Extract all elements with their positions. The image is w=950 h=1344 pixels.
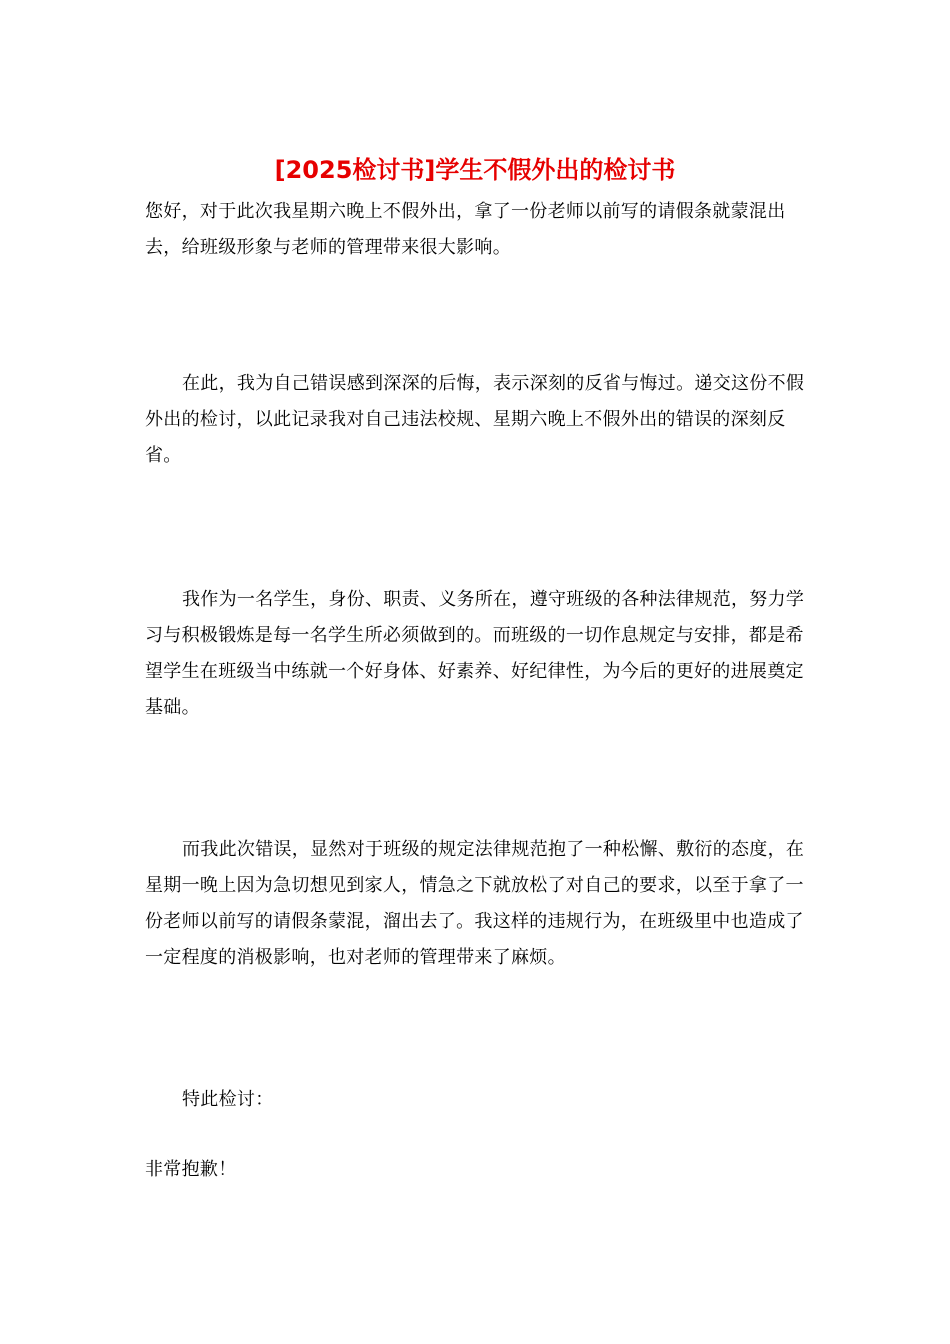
paragraph-student-duty: 我作为一名学生，身份、职责、义务所在，遵守班级的各种法律规范，努力学习与积极锻炼是每一名学生所必须做到的。而班级的一切作息规定与安排，都是希望学生在班级当中练就一个好身体、好素养、好纪律性，为今后的更好的进展奠定基础。 xyxy=(145,589,805,718)
document-title: [2025检讨书]学生不假外出的检讨书 xyxy=(274,156,676,184)
paragraph-closing: 特此检讨： xyxy=(182,1089,274,1110)
paragraph-mistake-detail: 而我此次错误，显然对于班级的规定法律规范抱了一种松懈、敷衍的态度，在星期一晚上因为急切想见到家人，情急之下就放松了对自己的要求，以至于拿了一份老师以前写的请假条蒙混，溜出去了。我这样的违规行为，在班级里中也造成了一定程度的消极影响，也对老师的管理带来了麻烦。 xyxy=(145,839,805,968)
paragraph-greeting: 您好，对于此次我星期六晚上不假外出，拿了一份老师以前写的请假条就蒙混出去，给班级形象与老师的管理带来很大影响。 xyxy=(145,201,786,258)
paragraph-regret: 在此，我为自己错误感到深深的后悔，表示深刻的反省与悔过。递交这份不假外出的检讨，以此记录我对自己违法校规、星期六晚上不假外出的错误的深刻反省。 xyxy=(145,373,805,466)
paragraph-apology: 非常抱歉！ xyxy=(145,1159,237,1180)
